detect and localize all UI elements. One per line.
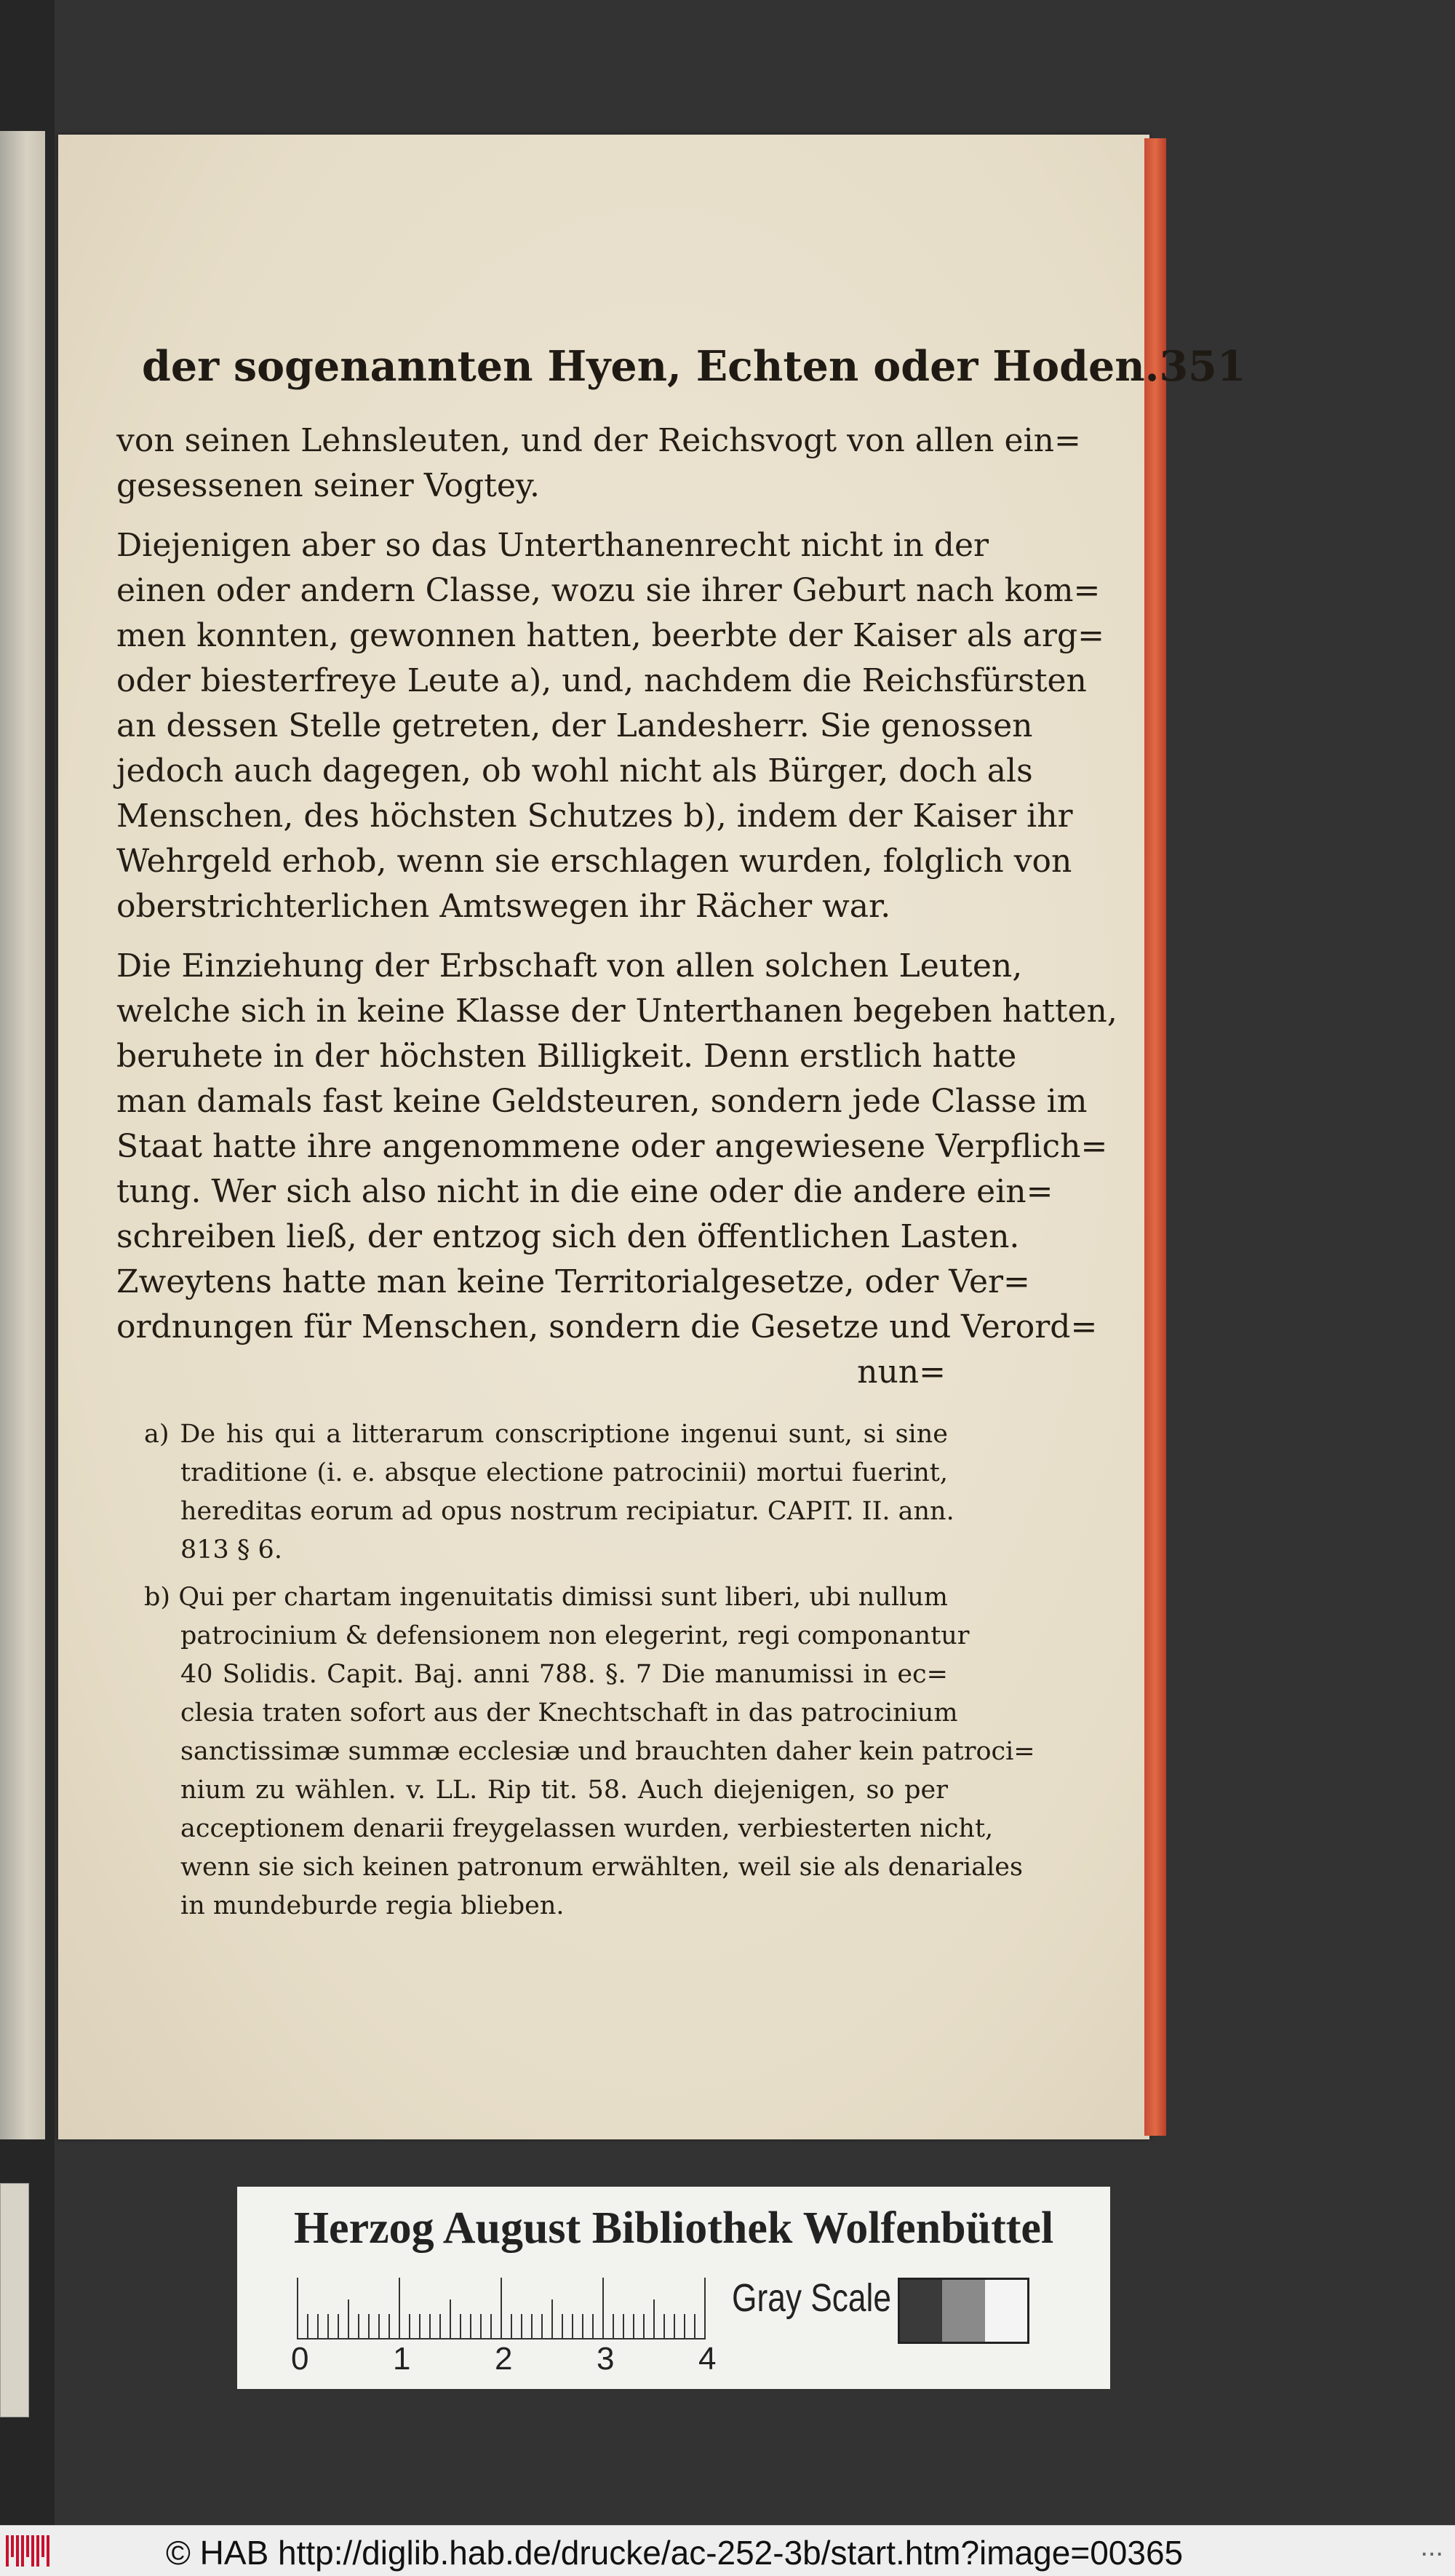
adjacent-page-edge xyxy=(0,131,45,2139)
ruler-tick xyxy=(633,2314,634,2340)
body-text-line: Die Einziehung der Erbschaft von allen solchen Leuten, xyxy=(116,947,1023,985)
ruler-tick xyxy=(460,2314,461,2340)
footnote-line: 40 Solidis. Capit. Baj. anni 788. §. 7 Die manumissi in ec= xyxy=(180,1660,948,1689)
logo-bar xyxy=(36,2535,39,2567)
footnote-line: nium zu wählen. v. LL. Rip tit. 58. Auch diejenigen, so per xyxy=(180,1776,948,1805)
body-text-line: gesessenen seiner Vogtey. xyxy=(116,467,540,504)
paragraph-gap xyxy=(116,509,946,523)
running-title: der sogenannten Hyen, Echten oder Hoden. xyxy=(142,342,1160,391)
footnote-line: acceptionem denarii freygelassen wurden, verbiesterten nicht, xyxy=(180,1814,994,1843)
footnote-line: sanctissimæ summæ ecclesiæ und brauchten daher kein patroci= xyxy=(180,1737,1035,1766)
ruler-tick xyxy=(694,2314,695,2340)
footnote-line: b) Qui per chartam ingenuitatis dimissi sunt liberi, ubi nullum xyxy=(144,1583,948,1612)
ruler-tick xyxy=(541,2314,543,2340)
body-text-line: Zweytens hatte man keine Territorialgesetze, oder Ver= xyxy=(116,1263,1030,1300)
ruler-tick xyxy=(572,2314,573,2340)
logo-bar xyxy=(31,2535,34,2567)
body-text-line: man damals fast keine Geldsteuren, sondern jede Classe im xyxy=(116,1083,1088,1120)
body-text-line: ordnungen für Menschen, sondern die Gesetze und Verord= xyxy=(116,1308,1098,1345)
ruler-tick xyxy=(521,2314,522,2340)
ruler-tick xyxy=(551,2299,553,2340)
ruler-tick xyxy=(429,2314,431,2340)
body-text-line: oder biesterfreye Leute a), und, nachdem die Reichsfürsten xyxy=(116,662,1087,699)
body-text-line: men konnten, gewonnen hatten, beerbte der Kaiser als arg= xyxy=(116,617,1104,654)
ruler-tick xyxy=(613,2314,614,2340)
body-text-line: welche sich in keine Klasse der Unterthanen begeben hatten, xyxy=(116,993,1117,1030)
ruler-number: 4 xyxy=(698,2341,717,2377)
footnote-line: patrocinium & defensionem non elegerint, regi componantur xyxy=(180,1621,970,1650)
ruler-tick xyxy=(531,2314,533,2340)
ruler-tick xyxy=(592,2314,594,2340)
ruler-tick xyxy=(419,2314,420,2340)
footnote-line: wenn sie sich keinen patronum erwählten, weil sie als denariales xyxy=(180,1853,1023,1882)
ruler-tick xyxy=(358,2314,359,2340)
side-label-strip xyxy=(0,2183,29,2417)
ruler-number: 3 xyxy=(597,2341,615,2377)
ruler-tick xyxy=(490,2314,492,2340)
gray-swatch xyxy=(985,2280,1027,2342)
logo-bar xyxy=(21,2535,24,2567)
footnote-line: traditione (i. e. absque electione patrocinii) mortui fuerint, xyxy=(180,1458,948,1487)
footer-bar xyxy=(0,2525,1455,2576)
running-header xyxy=(142,342,1246,391)
body-text-line: Wehrgeld erhob, wenn sie erschlagen wurden, folglich von xyxy=(116,843,1072,880)
ruler-tick xyxy=(623,2314,624,2340)
gray-swatch xyxy=(942,2280,984,2342)
body-text-line: beruhete in der höchsten Billigkeit. Denn erstlich hatte xyxy=(116,1038,1017,1075)
color-calibration-card xyxy=(237,2187,1110,2389)
ruler-tick xyxy=(368,2314,370,2340)
gray-swatch xyxy=(900,2280,942,2342)
body-text-line: Staat hatte ihre angenommene oder angewiesene Verpflich= xyxy=(116,1128,1108,1165)
ruler-tick xyxy=(562,2314,563,2340)
footnote-line: hereditas eorum ad opus nostrum recipiatur. CAPIT. II. ann. xyxy=(180,1497,954,1526)
ruler-tick xyxy=(450,2299,451,2340)
footnotes xyxy=(144,1415,1035,1925)
ruler-number: 1 xyxy=(393,2341,411,2377)
ruler-tick xyxy=(378,2314,380,2340)
ruler-tick xyxy=(470,2314,471,2340)
library-name: Herzog August Bibliothek Wolfenbüttel xyxy=(293,2203,1054,2253)
body-text-line: tung. Wer sich also nicht in die eine oder die andere ein= xyxy=(116,1173,1053,1210)
ruler-tick xyxy=(409,2314,410,2340)
ruler-tick xyxy=(653,2299,655,2340)
footnote-line: a) De his qui a litterarum conscriptione ingenui sunt, si sine xyxy=(144,1420,948,1449)
ruler-tick xyxy=(582,2314,583,2340)
logo-bar xyxy=(41,2535,44,2557)
body-text-line: einen oder andern Classe, wozu sie ihrer Geburt nach kom= xyxy=(116,572,1101,609)
paragraph-gap xyxy=(116,929,946,944)
logo-bar xyxy=(6,2535,9,2567)
gray-scale-label: Gray Scale xyxy=(732,2276,892,2320)
ruler-tick xyxy=(704,2278,706,2340)
body-text-line: nun= xyxy=(857,1353,946,1391)
ruler-tick xyxy=(439,2314,441,2340)
body-text-line: Menschen, des höchsten Schutzes b), indem der Kaiser ihr xyxy=(116,798,1073,835)
ruler-tick xyxy=(480,2314,482,2340)
logo-bar xyxy=(26,2535,29,2557)
page-number: 351 xyxy=(1159,342,1246,391)
body-text-line: Diejenigen aber so das Unterthanenrecht nicht in der xyxy=(116,527,989,564)
gray-scale-swatches xyxy=(898,2278,1029,2344)
ruler-number: 0 xyxy=(291,2341,309,2377)
body-text-line: jedoch auch dagegen, ob wohl nicht als Bürger, doch als xyxy=(116,752,1033,790)
ruler-tick xyxy=(602,2278,604,2340)
footnote-line: clesia traten sofort aus der Knechtschaft in das patrocinium xyxy=(180,1698,958,1728)
ruler-tick xyxy=(399,2278,400,2340)
body-text-line: schreiben ließ, der entzog sich den öffentlichen Lasten. xyxy=(116,1218,1020,1255)
ruler-tick xyxy=(511,2314,512,2340)
body-text-line: oberstrichterlichen Amtswegen ihr Rächer war. xyxy=(116,888,891,925)
ruler-number: 2 xyxy=(495,2341,513,2377)
ruler-tick xyxy=(684,2314,685,2340)
footnote-line: in mundeburde regia blieben. xyxy=(180,1891,565,1920)
footnote-line: 813 § 6. xyxy=(180,1535,282,1565)
ruler-tick xyxy=(501,2278,502,2340)
ruler-tick xyxy=(338,2314,339,2340)
red-page-edge xyxy=(1144,138,1166,2136)
scale-ruler xyxy=(297,2274,704,2340)
more-icon[interactable]: ... xyxy=(1420,2532,1443,2562)
ruler-tick xyxy=(348,2299,349,2340)
ruler-tick xyxy=(663,2314,665,2340)
ruler-tick xyxy=(297,2278,298,2340)
ruler-tick xyxy=(643,2314,645,2340)
main-text xyxy=(116,418,1117,1395)
body-text-line: von seinen Lehnsleuten, und der Reichsvogt von allen ein= xyxy=(116,422,1081,459)
paragraph-gap xyxy=(144,1570,948,1578)
logo-bar xyxy=(11,2535,14,2557)
ruler-tick xyxy=(388,2314,390,2340)
ruler-tick xyxy=(327,2314,329,2340)
body-text-line: an dessen Stelle getreten, der Landesherr. Sie genossen xyxy=(116,707,1033,744)
footer-url[interactable]: © HAB http://diglib.hab.de/drucke/ac-252-3b/start.htm?image=00365 xyxy=(166,2534,1184,2572)
logo-bar xyxy=(16,2535,19,2567)
ruler-tick xyxy=(307,2314,308,2340)
ruler-tick xyxy=(317,2314,319,2340)
logo-bar xyxy=(47,2535,49,2567)
ruler-tick xyxy=(674,2314,675,2340)
hab-logo-icon xyxy=(6,2535,58,2567)
